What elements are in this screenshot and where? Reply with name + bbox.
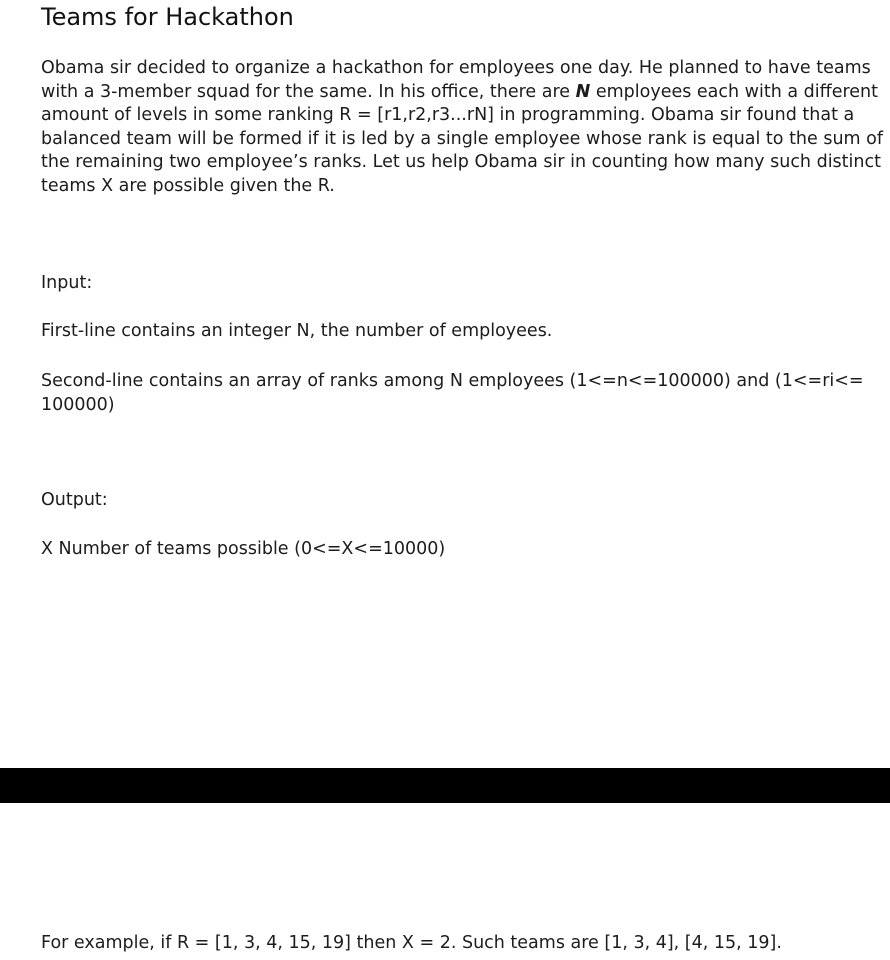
description-text: employees each with a different [590,81,878,102]
description-line: Obama sir decided to organize a hackathon for employees one day. He planned to have teams [41,58,871,78]
problem-description [41,57,883,198]
description-line [41,81,883,105]
input-constraints-line: 100000) [41,394,115,415]
input-description-line: First-line contains an integer N, the number of employees. [41,321,553,341]
n-variable: N [575,81,591,102]
description-line: balanced team will be formed if it is led by a single employee whose rank is equal to the sum of [41,128,884,149]
example-text: For example, if R = [1, 3, 4, 15, 19] then X = 2. Such teams are [1, 3, 4], [4, 15, 19]. [41,933,782,953]
page-title: Teams for Hackathon [41,3,294,31]
description-line: teams X are possible given the R. [41,175,335,196]
input-heading: Input: [41,273,93,293]
output-description-line: X Number of teams possible (0<=X<=10000) [41,539,446,559]
description-text: with a 3-member squad for the same. In his office, there are [41,81,576,102]
output-heading: Output: [41,490,108,510]
description-line: amount of levels in some ranking R = [r1,r2,r3...rN] in programming. Obama sir found that a [41,105,855,125]
description-line: the remaining two employee’s ranks. Let us help Obama sir in counting how many such distinct [41,152,881,172]
input-constraints-line: Second-line contains an array of ranks among N employees (1<=n<=100000) and (1<=ri<= [41,371,864,391]
input-constraints [41,370,864,417]
black-divider-band [0,768,890,803]
